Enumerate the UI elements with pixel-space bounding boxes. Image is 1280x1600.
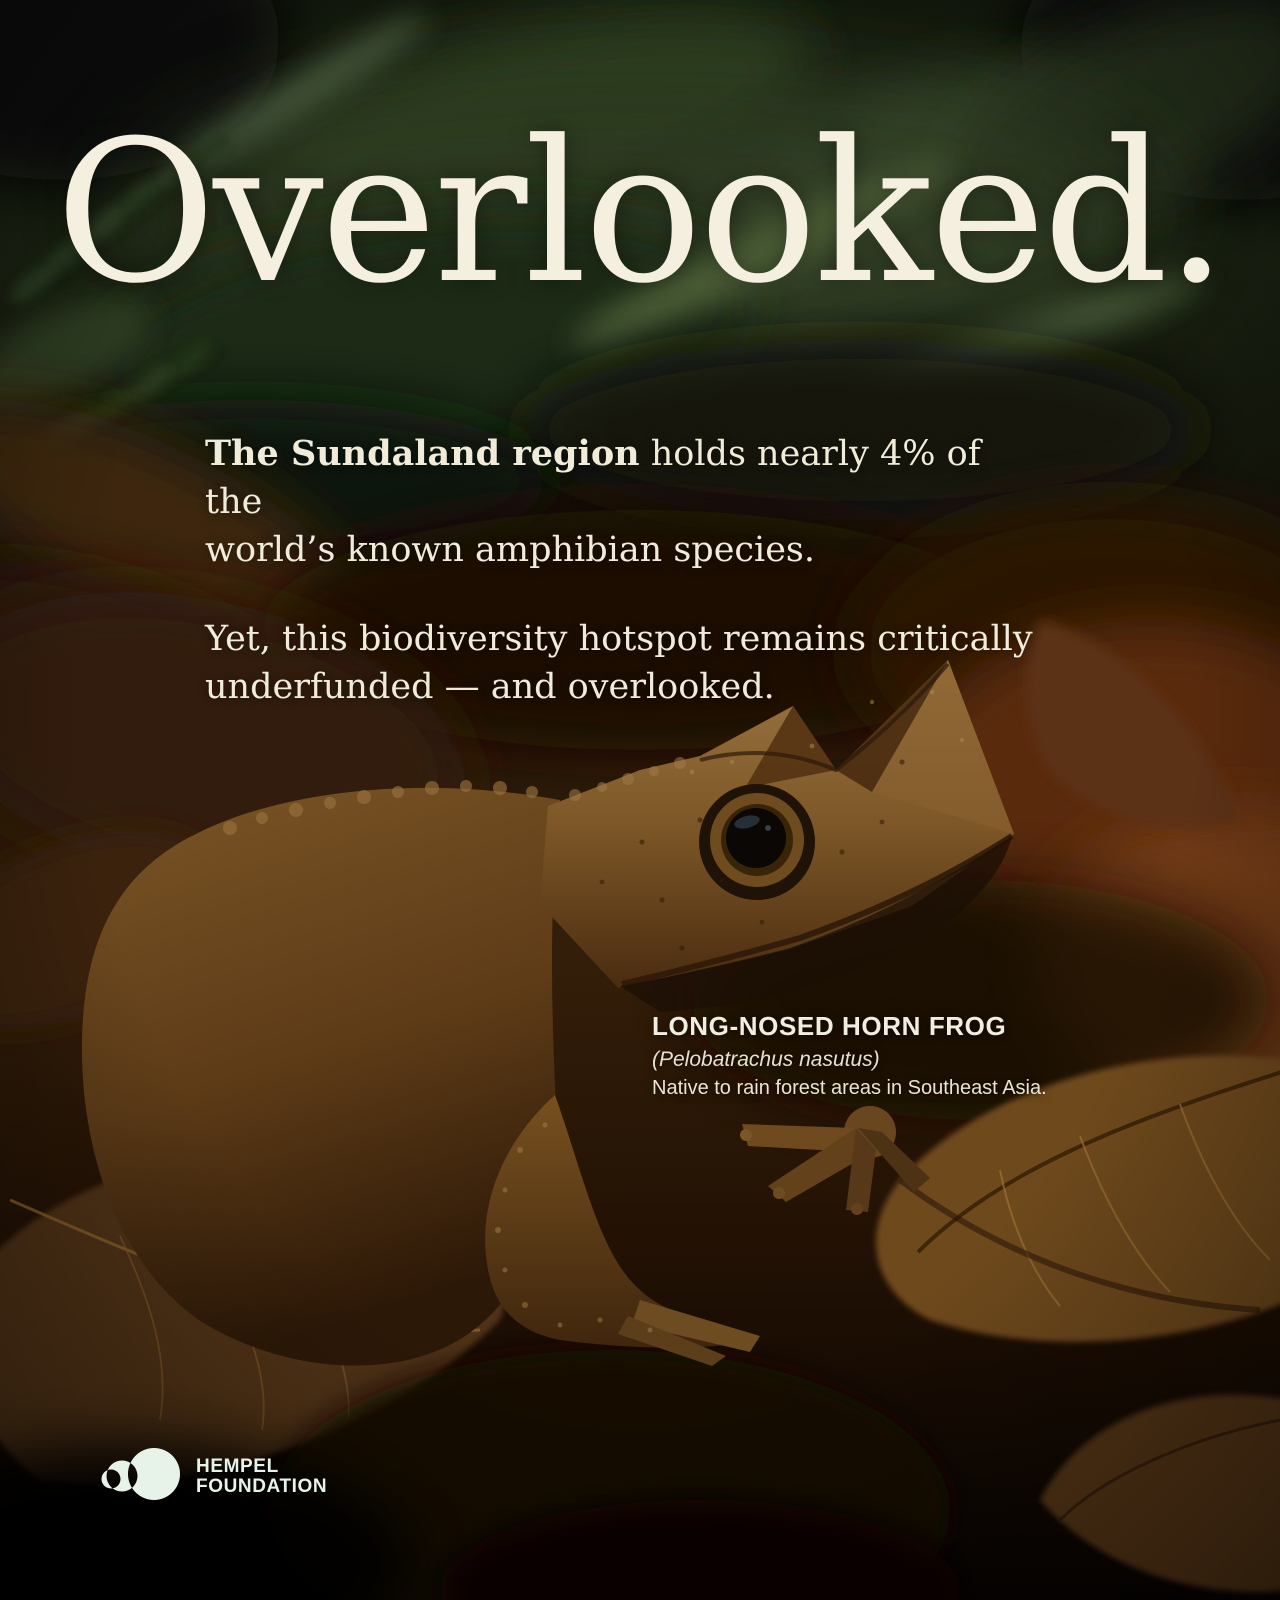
headline: Overlooked. xyxy=(55,99,1225,327)
species-latin-name: (Pelobatrachus nasutus) xyxy=(652,1048,880,1071)
species-habitat: Native to rain forest areas in Southeast Asia. xyxy=(652,1077,1047,1099)
intro-line-3: Yet, this biodiversity hotspot remains critically xyxy=(205,619,1033,659)
intro-line-4: underfunded — and overlooked. xyxy=(205,667,775,707)
intro-paragraph-1 xyxy=(205,430,1045,574)
species-name: LONG-NOSED HORN FROG xyxy=(652,1011,1007,1041)
intro-lead-rest: holds nearly 4% of the xyxy=(205,434,981,522)
hempel-logo-icon xyxy=(101,1448,183,1505)
hempel-foundation-logo xyxy=(101,1448,327,1505)
intro-copy xyxy=(205,430,1045,711)
intro-line-1 xyxy=(205,434,981,522)
intro-paragraph-2 xyxy=(205,615,1045,711)
intro-lead-bold: The Sundaland region xyxy=(205,433,640,474)
intro-line-2: world’s known amphibian species. xyxy=(205,530,816,570)
logo-line1: HEMPEL xyxy=(196,1456,279,1477)
logo-line2: FOUNDATION xyxy=(196,1475,328,1497)
species-caption xyxy=(652,1011,1047,1100)
logo-wordmark xyxy=(196,1457,327,1496)
